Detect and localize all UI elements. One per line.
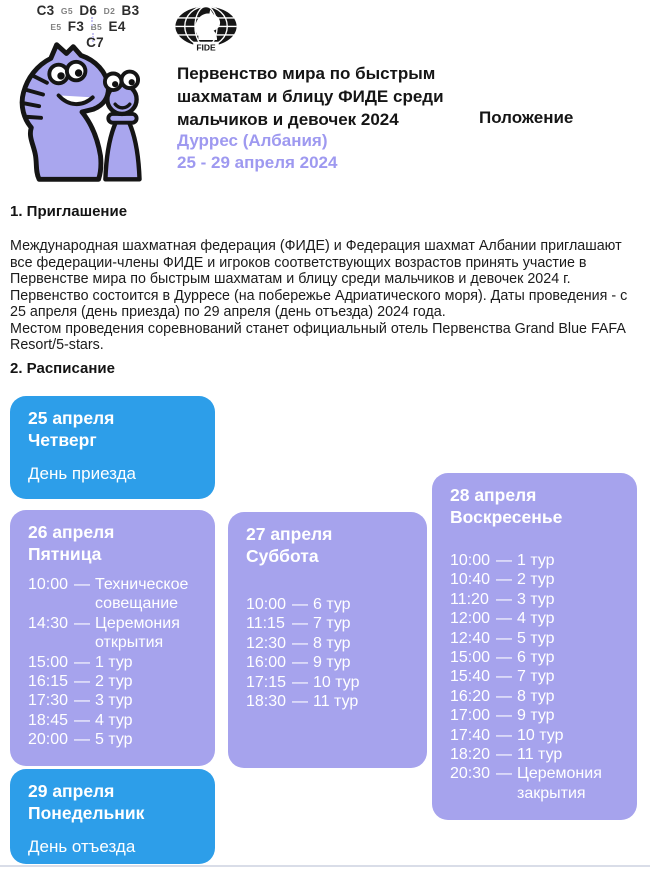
card-day: Четверг (28, 429, 97, 450)
schedule-item (450, 609, 619, 628)
item-text: 4 тур (95, 711, 133, 729)
item-text: 6 тур (517, 649, 555, 667)
item-time: 18:45 (28, 711, 69, 729)
item-dash: — (496, 590, 512, 608)
item-text: 7 тур (313, 615, 351, 633)
schedule-item (246, 634, 409, 653)
item-text: 11 тур (313, 693, 359, 711)
card-date: 26 апреля (28, 522, 115, 542)
card-note: День отъезда (28, 837, 136, 856)
paragraph-line: Resort/5-stars. (10, 337, 104, 353)
paragraph-line: 25 апреля (день приезда) по 29 апреля (день отъезда) 2024 года. (10, 304, 446, 320)
schedule-card-29-april (10, 769, 215, 864)
item-text: 5 тур (517, 629, 555, 647)
item-dash: — (74, 653, 90, 671)
title-line: мальчиков и девочек 2024 (177, 110, 399, 129)
item-dash: — (74, 614, 90, 632)
schedule-item (450, 648, 619, 667)
item-time: 18:20 (450, 746, 491, 764)
item-dash: — (496, 552, 512, 569)
schedule-item (450, 629, 619, 648)
card-day: Пятница (28, 543, 102, 564)
item-dash: — (292, 634, 308, 652)
card-day: Воскресенье (450, 506, 563, 527)
item-dash: — (496, 610, 512, 628)
paragraph-line: Местом проведения соревнований станет официальный отель Первенства Grand Blue FAFA (10, 320, 626, 337)
item-text: 7 тур (517, 668, 555, 686)
item-dash: — (496, 726, 512, 744)
card-item-list (28, 575, 197, 750)
item-text: Техническое совещание (95, 576, 189, 613)
item-text: 2 тур (517, 571, 555, 589)
paragraph-line: все федерации-члены ФИДЕ и игроков соответствующих возрастов принять участие в (10, 254, 587, 271)
fide-logo-icon (172, 4, 240, 59)
item-time: 17:40 (450, 726, 491, 744)
fide-logo (172, 4, 240, 64)
item-dash: — (292, 673, 308, 691)
paragraph-line: Международная шахматная федерация (ФИДЕ) и Федерация шахмат Албании приглашают (10, 238, 622, 254)
schedule-item (450, 590, 619, 609)
schedule-card-25-april (10, 396, 215, 499)
item-dash: — (496, 649, 512, 667)
item-text: 11 тур (517, 746, 563, 764)
item-time: 16:15 (28, 673, 69, 691)
schedule-item (450, 706, 619, 725)
schedule-heading: 2. Расписание (10, 360, 115, 377)
fide-logo-caption: FIDE (196, 42, 216, 53)
bottom-divider (0, 865, 650, 867)
item-text: 3 тур (95, 692, 133, 710)
item-text: 6 тур (313, 596, 351, 613)
move-label: C7 (86, 35, 104, 50)
item-dash: — (496, 629, 512, 647)
item-time: 15:40 (450, 668, 491, 686)
item-time: 14:30 (28, 614, 69, 632)
item-dash: — (496, 668, 512, 686)
card-day: Суббота (246, 545, 319, 566)
item-dash: — (292, 693, 308, 711)
item-time: 20:30 (450, 765, 491, 783)
item-time: 16:20 (450, 687, 491, 705)
card-day: Понедельник (28, 802, 145, 823)
item-time: 11:20 (450, 590, 489, 608)
item-text: 1 тур (517, 552, 555, 569)
item-text: 3 тур (517, 590, 555, 608)
schedule-item (246, 692, 409, 711)
paragraph-line: Первенство состоится в Дурресе (на побережье Адриатического моря). Даты проведения - с (10, 287, 628, 304)
item-text: 9 тур (313, 654, 351, 672)
schedule-item (28, 575, 197, 614)
schedule-card-26-april (10, 510, 215, 766)
move-label: D6 (79, 3, 98, 18)
item-dash: — (74, 576, 90, 593)
item-dash: — (292, 596, 308, 613)
schedule-item (246, 653, 409, 672)
item-time: 17:30 (28, 692, 69, 710)
schedule-item (450, 726, 619, 745)
schedule-item (450, 687, 619, 706)
event-location: Дуррес (Албания) (177, 131, 328, 150)
item-time: 10:40 (450, 571, 491, 589)
paragraph-line: Первенстве мира по быстрым шахматам и блицу среди мальчиков и девочек 2024 г. (10, 271, 571, 287)
schedule-item (28, 614, 197, 653)
item-time: 12:00 (450, 610, 491, 628)
document-type-label: Положение (479, 108, 574, 127)
item-time: 10:00 (246, 596, 287, 613)
invitation-paragraph (10, 238, 648, 354)
title-line: Первенство мира по быстрым (177, 64, 436, 83)
schedule-item (28, 691, 197, 710)
item-dash: — (496, 746, 512, 764)
move-label: D2 (103, 5, 116, 16)
move-label: F3 (67, 19, 85, 34)
item-text: 8 тур (313, 634, 351, 652)
move-label: B5 (90, 21, 103, 32)
mascot-svg (4, 36, 160, 188)
item-text: 10 тур (517, 726, 564, 744)
move-connector (91, 17, 93, 26)
item-dash: — (74, 673, 90, 691)
item-time: 10:00 (450, 552, 491, 569)
schedule-item (246, 673, 409, 692)
schedule-card-27-april (228, 512, 427, 768)
knight-and-pawn-mascot-illustration (4, 36, 160, 193)
item-time: 15:00 (28, 653, 69, 671)
item-dash: — (496, 687, 512, 705)
item-dash: — (74, 711, 90, 729)
schedule-item (246, 614, 409, 633)
move-label: E5 (50, 21, 62, 32)
schedule-item (450, 745, 619, 764)
item-dash: — (74, 692, 90, 710)
moves-row-2 (28, 19, 148, 35)
item-text: 4 тур (517, 610, 555, 628)
item-text: 9 тур (517, 707, 555, 725)
card-date: 29 апреля (28, 781, 115, 801)
item-time: 12:40 (450, 629, 491, 647)
item-text: 1 тур (95, 653, 133, 671)
schedule-item (450, 764, 619, 803)
item-time: 16:00 (246, 654, 287, 672)
moves-row-1 (28, 3, 148, 19)
item-time: 20:00 (28, 731, 69, 749)
schedule-item (450, 551, 619, 570)
item-dash: — (496, 707, 512, 725)
item-time: 11:15 (246, 615, 285, 633)
item-time: 12:30 (246, 634, 287, 652)
card-note: День приезда (28, 464, 136, 483)
item-text: 5 тур (95, 731, 133, 749)
schedule-item (450, 570, 619, 589)
item-dash: — (496, 765, 512, 783)
item-time: 15:00 (450, 649, 491, 667)
item-time: 18:30 (246, 693, 287, 711)
move-label: C3 (36, 3, 55, 18)
card-date: 28 апреля (450, 485, 537, 505)
item-text: Церемония закрытия (517, 765, 602, 802)
item-time: 10:00 (28, 576, 69, 593)
schedule-card-28-april (432, 473, 637, 820)
card-item-list (450, 551, 619, 803)
item-dash: — (74, 731, 90, 749)
item-dash: — (292, 615, 308, 633)
item-text: Церемония открытия (95, 614, 180, 652)
schedule-item (28, 730, 197, 749)
schedule-item (28, 672, 197, 691)
move-label: E4 (108, 19, 126, 34)
schedule-item (246, 595, 409, 614)
title-line: шахматам и блицу ФИДЕ среди (177, 87, 444, 106)
item-text: 10 тур (313, 673, 360, 691)
item-time: 17:15 (246, 673, 287, 691)
invitation-heading: 1. Приглашение (10, 203, 128, 220)
item-text: 8 тур (517, 687, 555, 705)
item-time: 17:00 (450, 707, 491, 725)
schedule-item (450, 667, 619, 686)
card-date: 25 апреля (28, 408, 115, 428)
move-label: B3 (121, 3, 140, 18)
card-date: 27 апреля (246, 524, 333, 544)
item-dash: — (292, 654, 308, 672)
move-label: G5 (60, 5, 73, 16)
event-dates: 25 - 29 апреля 2024 (177, 153, 338, 172)
item-dash: — (496, 571, 512, 589)
schedule-item (28, 653, 197, 672)
page-title (177, 62, 444, 131)
schedule-item (28, 711, 197, 730)
card-item-list (246, 595, 409, 711)
item-text: 2 тур (95, 673, 133, 691)
